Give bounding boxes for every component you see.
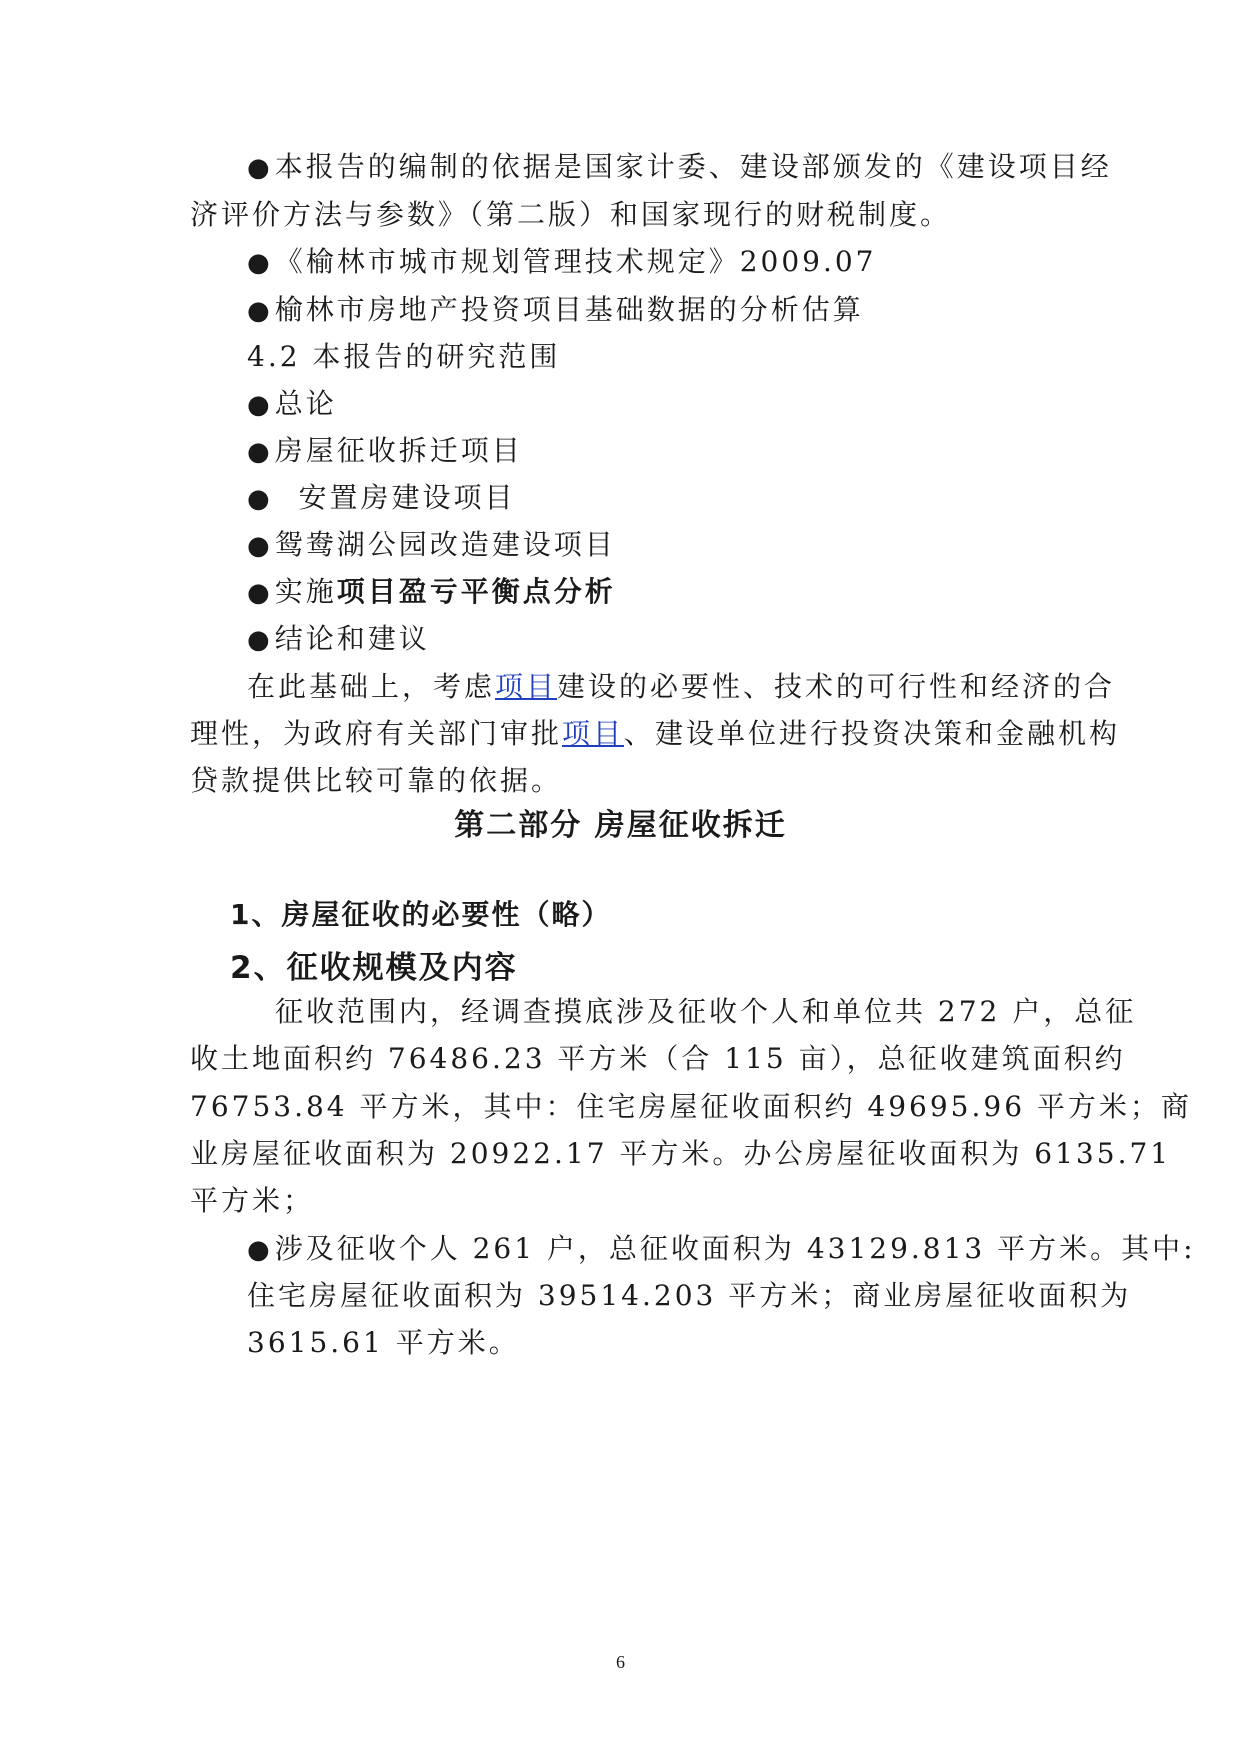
basis-line-2: 理性，为政府有关部门审批项目、建设单位进行投资决策和金融机构 [190, 717, 1121, 750]
bullet-icon: ● [247, 153, 273, 183]
scale-para-line: 业房屋征收面积为 20922.17 平方米。办公房屋征收面积为 6135.71 [190, 1137, 1172, 1170]
intro-bullet-3: ●榆林市房地产投资项目基础数据的分析估算 [247, 293, 864, 326]
bullet-icon: ● [247, 390, 273, 420]
scope-item: ● 安置房建设项目 [247, 481, 516, 514]
basis-line-3: 贷款提供比较可靠的依据。 [190, 764, 563, 797]
project-link-1[interactable]: 项目 [495, 670, 558, 703]
part2-title: 第二部分 房屋征收拆迁 [454, 808, 787, 843]
scope-item-bold: 项目盈亏平衡点分析 [336, 575, 616, 608]
individual-bullet-line: 3615.61 平方米。 [247, 1326, 520, 1359]
bullet-icon: ● [247, 625, 273, 655]
section-2-heading: 2、征收规模及内容 [230, 950, 518, 986]
scope-item: ●总论 [247, 387, 337, 420]
scale-para-line: 收土地面积约 76486.23 平方米（合 115 亩），总征收建筑面积约 [190, 1042, 1126, 1075]
project-link-2[interactable]: 项目 [562, 717, 625, 750]
bullet-icon: ● [247, 531, 273, 561]
intro-line-1: ●本报告的编制的依据是国家计委、建设部颁发的《建设项目经 [247, 150, 1112, 183]
scope-item: ●鸳鸯湖公园改造建设项目 [247, 528, 616, 561]
scope-heading: 4.2 本报告的研究范围 [247, 340, 561, 373]
bullet-icon: ● [247, 578, 273, 608]
page-number: 6 [616, 1652, 625, 1672]
scale-para-line: 76753.84 平方米，其中：住宅房屋征收面积约 49695.96 平方米；商 [190, 1090, 1192, 1123]
scale-para-line: 征收范围内，经调查摸底涉及征收个人和单位共 272 户，总征 [275, 995, 1137, 1028]
section-1-heading: 1、房屋征收的必要性（略） [230, 898, 612, 931]
individual-bullet-line: 住宅房屋征收面积为 39514.203 平方米；商业房屋征收面积为 [247, 1279, 1132, 1312]
individual-bullet-line: ●涉及征收个人 261 户，总征收面积为 43129.813 平方米。其中: [247, 1232, 1196, 1265]
scope-item: ●实施项目盈亏平衡点分析 [247, 575, 616, 608]
bullet-icon: ● [247, 1235, 273, 1265]
bullet-icon: ● [247, 248, 273, 278]
bullet-icon: ● [247, 296, 273, 326]
basis-line-1: 在此基础上，考虑项目建设的必要性、技术的可行性和经济的合 [247, 670, 1116, 703]
scope-item: ●房屋征收拆迁项目 [247, 434, 523, 467]
intro-bullet-2: ●《榆林市城市规划管理技术规定》2009.07 [247, 245, 877, 278]
bullet-icon: ● [247, 437, 273, 467]
bullet-icon: ● [247, 484, 273, 514]
scale-para-line: 平方米； [190, 1184, 315, 1217]
scope-item: ●结论和建议 [247, 622, 430, 655]
intro-line-2: 济评价方法与参数》（第二版）和国家现行的财税制度。 [190, 198, 952, 231]
